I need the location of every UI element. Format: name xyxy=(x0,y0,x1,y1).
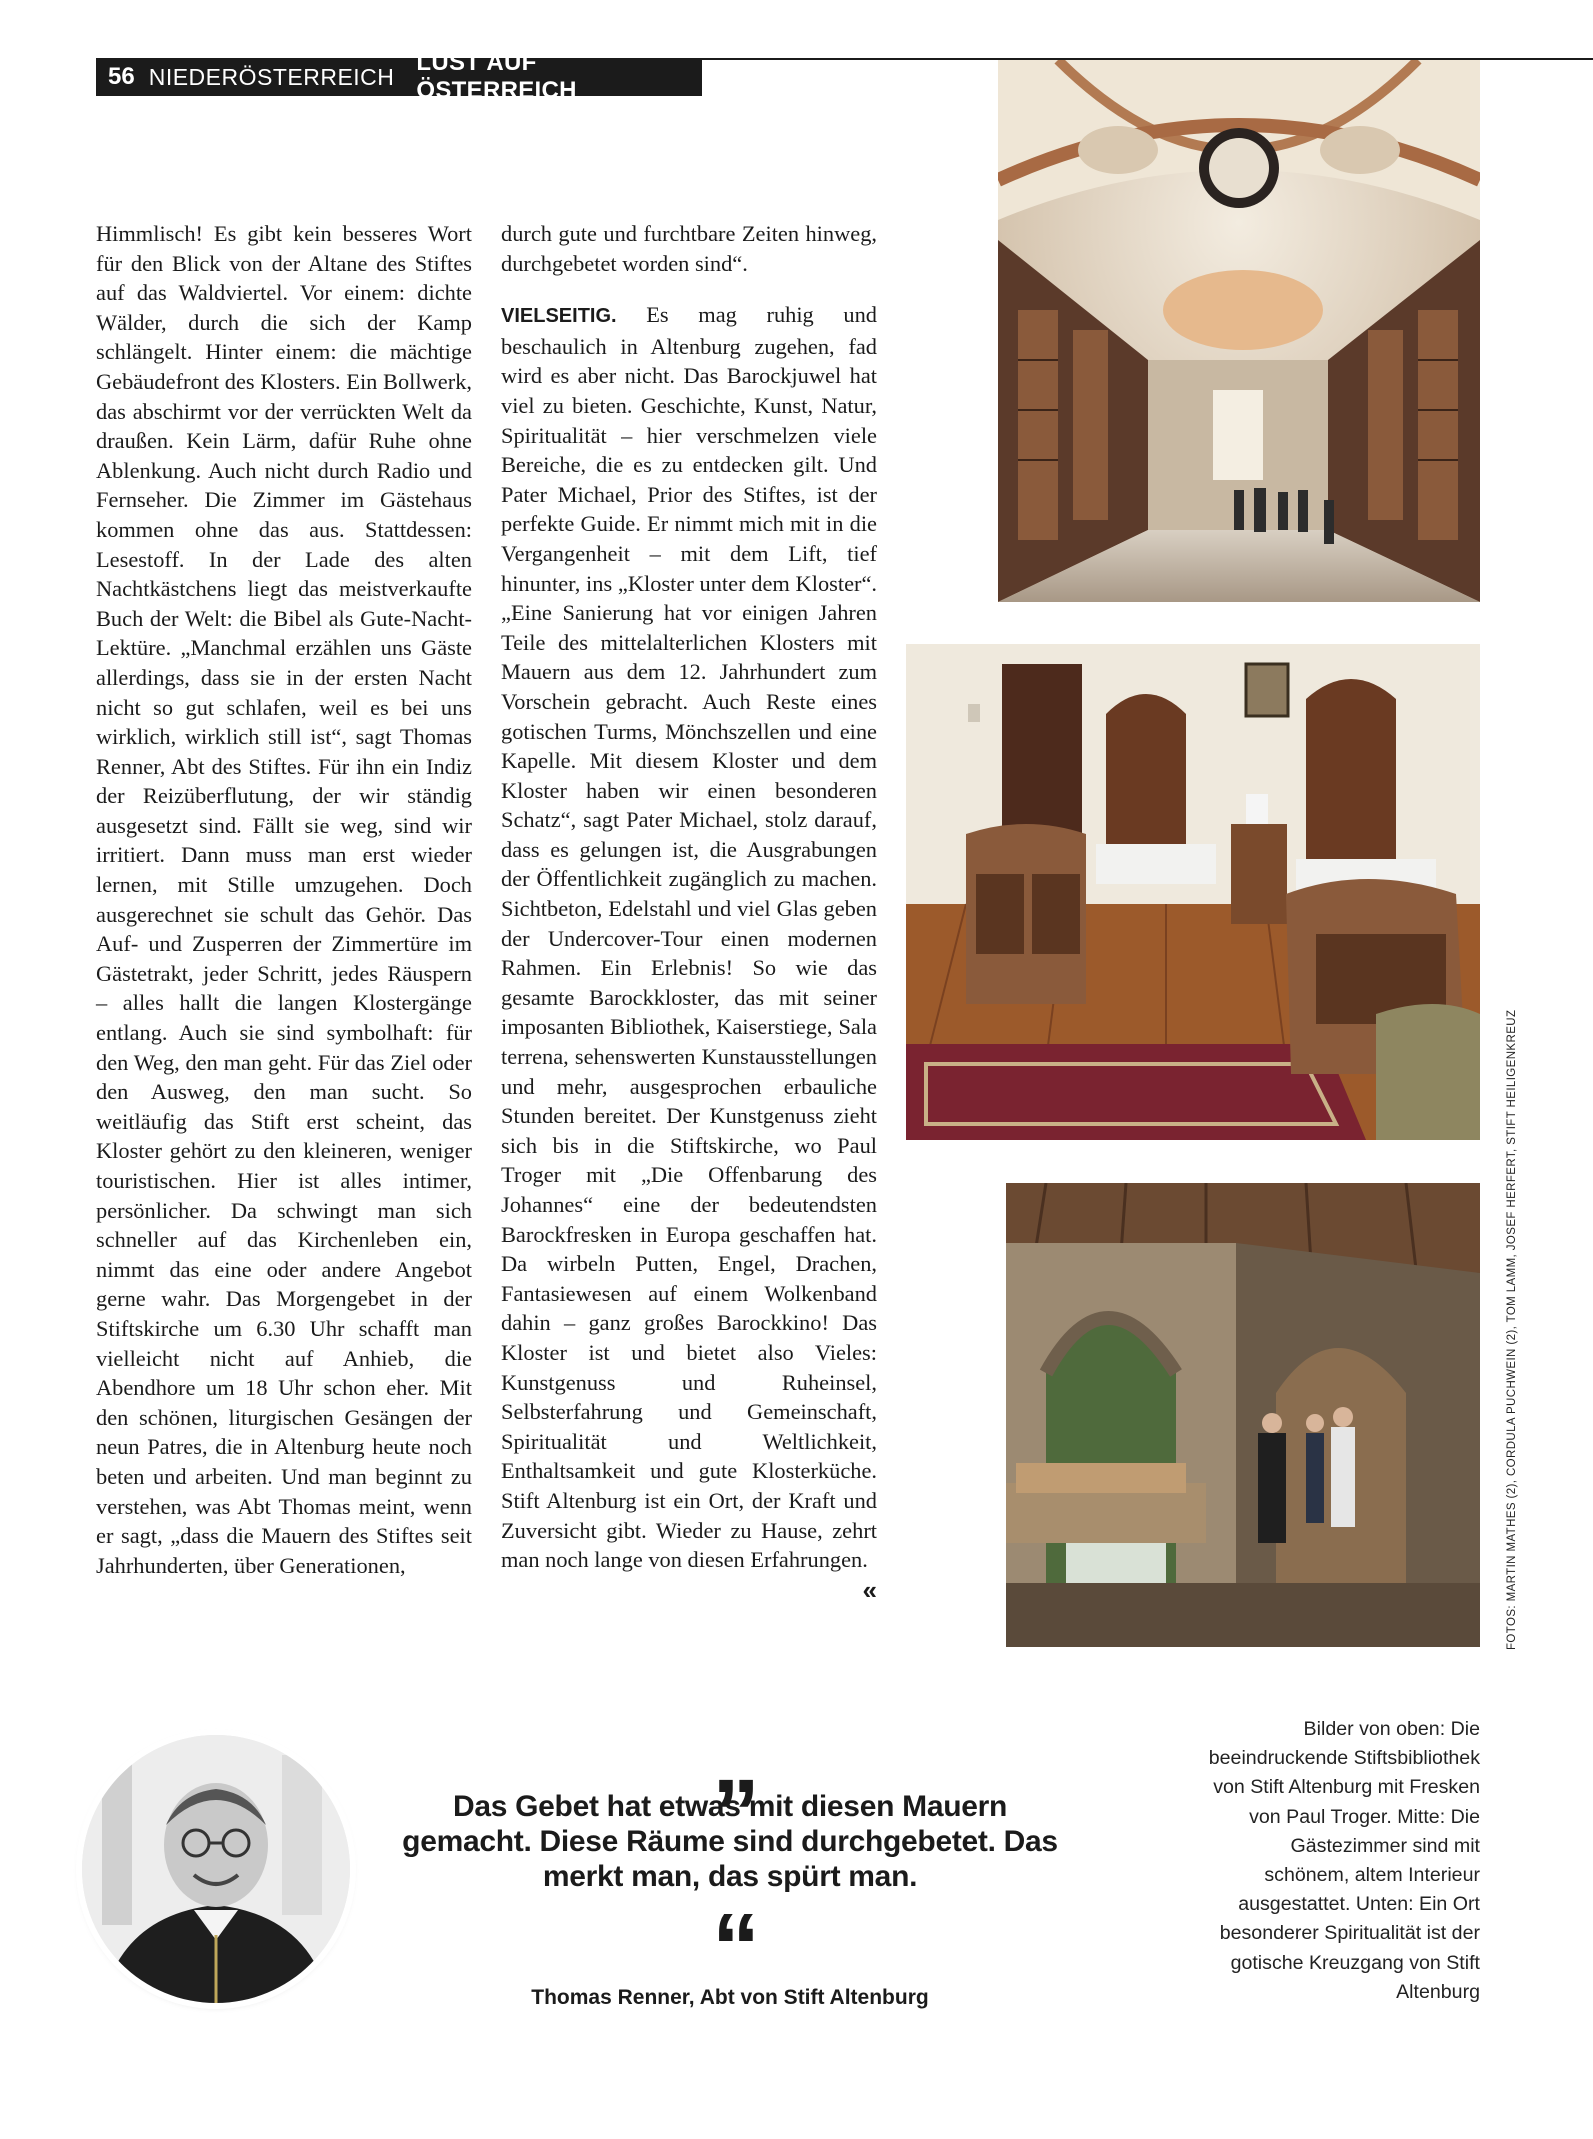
abbot-portrait xyxy=(82,1735,350,2003)
article-paragraph xyxy=(501,300,877,1605)
paragraph-gap xyxy=(501,278,877,300)
page-header xyxy=(96,49,702,104)
photo-caption: Bilder von oben: Die beeindruckende Stiftsbibliothek von Stift Altenburg mit Fresken von Paul Troger. Mitte: Die Gästezimmer sind mit schönem, altem Interieur ausgestattet. Unten: Ein Ort besonderer Spiritualität ist der gotische Kreuzgang von Stift Altenburg xyxy=(1208,1718,1480,2003)
article-paragraph: durch gute und furchtbare Zeiten hinweg, durchgebetet worden sind“. xyxy=(501,221,877,276)
guest-room-photo xyxy=(906,644,1480,1140)
section-label: NIEDERÖSTERREICH xyxy=(148,63,395,90)
article-column-2 xyxy=(501,219,877,1603)
article-text: Es mag ruhig und beschaulich in Altenburg zugehen, fad wird es aber nicht. Das Barockjuwel hat viel zu bieten. Geschichte, Kunst, Natur, Spiritualität – hier verschmelzen viele Bereiche, die es zu entdecken gilt. Und Pater Michael, Prior des Stiftes, ist der perfekte Guide. Er nimmt mich mit in die Vergangenheit – mit dem Lift, tief hinunter, ins „Kloster unter dem Kloster“. „Eine Sanierung hat vor einigen Jahren Teile des mittelalterlichen Klosters mit Mauern aus dem 12. Jahrhundert zum Vorschein gebracht. Auch Reste eines gotischen Turms, Mönchszellen und eine Kapelle. Mit diesem Kloster und dem Kloster haben wir einen besonderen Schatz“, sagt Pater Michael, stolz darauf, dass es gelungen ist, die Ausgrabungen der Öffentlichkeit zugänglich zu machen. Sichtbeton, Edelstahl und viel Glas geben der Undercover-Tour einen modernen Rahmen. Ein Erlebnis! So wie das gesamte Barockkloster, das mit seiner imposanten Bibliothek, Kaiserstiege, Sala terrena, sehenswerten Kunstausstellungen und mehr, ausgesprochen erbauliche Stunden bereitet. Der Kunstgenuss zieht sich bis in die Stiftskirche, wo Paul Troger mit „Die Offenbarung des Johannes“ eine der bedeutendsten Barockfresken in Europa geschaffen hat. Da wirbeln Putten, Engel, Drachen, Fantasiewesen auf einem Wolkenband dahin – ganz großes Barockkino! Das Kloster ist und bietet also Vieles: Kunstgenuss und Ruheinsel, Selbsterfahrung und Gemeinschaft, Spiritualität und Weltlichkeit, Enthaltsamkeit und gute Klosterküche. Stift Altenburg ist ein Ort, der Kraft und Zuversicht gibt. Wieder zu Hause, zehrt man noch lange von diesen Erfahrungen. xyxy=(501,302,877,1573)
article-paragraph: Himmlisch! Es gibt kein besseres Wort für den Blick von der Altane des Stiftes auf das Waldviertel. Vor einem: dichte Wälder, durch die sich der Kamp schlängelt. Hinter einem: die mächtige Gebäudefront des Klosters. Ein Bollwerk, das abschirmt vor der verrückten Welt da draußen. Kein Lärm, dafür Ruhe ohne Ablenkung. Auch nicht durch Radio und Fernseher. Die Zimmer im Gästehaus kommen ohne das aus. Stattdessen: Lesestoff. In der Lade des alten Nachtkästchens liegt das meistverkaufte Buch der Welt: die Bibel als Gute-Nacht-Lektüre. „Manchmal erzählen uns Gäste allerdings, dass sie in der ersten Nacht nicht so gut schlafen, weil es bei uns wirklich, wirklich still ist“, sagt Thomas Renner, Abt des Stiftes. Für ihn ein Indiz der Reizüberflutung, der wir ständig ausgesetzt sind. Fällt sie weg, sind wir irritiert. Dann muss man erst wieder lernen, mit Stille umzugehen. Doch ausgerechnet sie schult das Gehör. Das Auf- und Zusperren der Zimmertüre im Gästetrakt, jeder Schritt, jedes Räuspern – alles hallt die langen Klostergänge entlang. Auch sie sind symbolhaft: für den Weg, den man geht. Für das Ziel oder den Ausweg, den man sucht. So weitläufig das Stift erst scheint, das Kloster gehört zu den kleineren, weniger touristischen. Hier ist alles intimer, persönlicher. Da schwingt man sich schneller auf das Kirchenleben ein, nimmt das eine oder andere Angebot gerne wahr. Das Morgengebet in der Stiftskirche um 6.30 Uhr schafft man vielleicht nicht auf Anhieb, die Abendhore um 18 Uhr schon eher. Mit den schönen, liturgischen Gesängen der neun Patres, die in Altenburg heute noch beten und arbeiten. Und man beginnt zu verstehen, was Abt Thomas meint, wenn er sagt, „dass die Mauern des Stiftes seit Jahrhunderten, über Generationen, xyxy=(96,221,472,1578)
quote-close-mark: “ xyxy=(712,1894,760,2001)
photo-credit: FOTOS: MARTIN MATHES (2), CORDULA PUCHWEIN (2), TOM LAMM, JOSEF HERFERT, STIFT HEILIGENKREUZ xyxy=(1506,1009,1518,1650)
page-number: 56 xyxy=(108,63,135,90)
end-mark: « xyxy=(862,1574,877,1605)
section-lead: VIELSEITIG. xyxy=(501,305,617,328)
cloister-photo xyxy=(1006,1183,1480,1647)
quote-open-mark: „ xyxy=(712,1706,760,1813)
article-column-1 xyxy=(96,219,472,1580)
quote-author: Thomas Renner, Abt von Stift Altenburg xyxy=(531,1986,929,2009)
library-photo xyxy=(998,60,1480,602)
rubric-label: LUST AUF ÖSTERREICH xyxy=(416,49,577,104)
pull-quote: Das Gebet hat etwas mit diesen Mauern gemacht. Diese Räume sind durchgebetet. Das merkt man, das spürt man. xyxy=(402,1790,1058,1893)
